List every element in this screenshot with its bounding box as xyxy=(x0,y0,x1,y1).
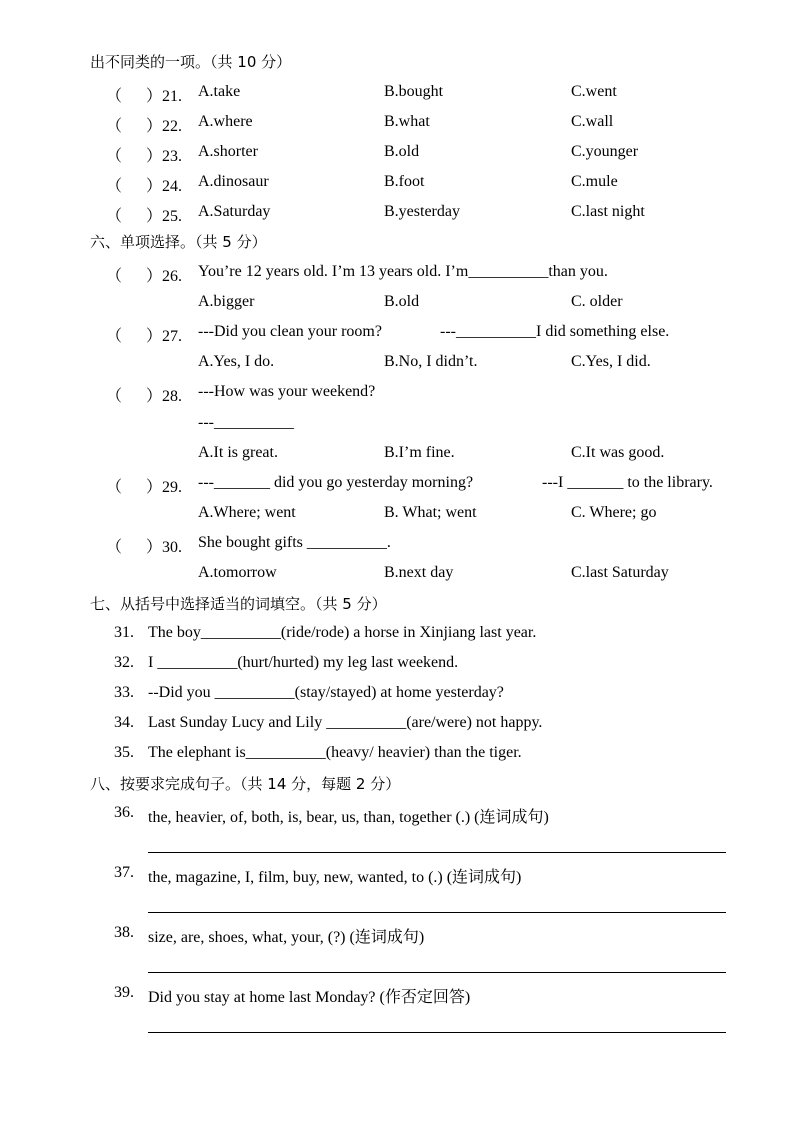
question-text: size, are, shoes, what, your, (?) (连词成句) xyxy=(148,929,425,946)
question-number: 34. xyxy=(114,714,134,731)
answer-paren[interactable]: （ xyxy=(106,148,123,165)
question-text: You’re 12 years old. I’m 13 years old. I’m__________than you. xyxy=(198,263,608,280)
question-text: ---How was your weekend? xyxy=(198,383,376,400)
question-text: --Did you __________(stay/stayed) at home yesterday? xyxy=(148,684,504,701)
option-c: C.went xyxy=(571,83,617,100)
option-b: B.yesterday xyxy=(384,203,460,220)
option-a: A.bigger xyxy=(198,293,255,310)
option-b: B.what xyxy=(384,113,430,130)
question-text: The elephant is__________(heavy/ heavier) than the tiger. xyxy=(148,744,522,761)
question-number: ）28. xyxy=(146,388,183,405)
section-title: 六、单项选择。（共 5 分） xyxy=(90,233,267,251)
answer-line[interactable] xyxy=(148,1032,726,1033)
option-b: B.next day xyxy=(384,564,454,581)
answer-paren[interactable]: （ xyxy=(106,388,123,405)
question-number: 38. xyxy=(114,924,134,941)
question-number: ）26. xyxy=(146,268,183,285)
option-c: C.last Saturday xyxy=(571,564,669,581)
option-c: C.last night xyxy=(571,203,645,220)
option-b: B.bought xyxy=(384,83,444,100)
question-text: ---_______ did you go yesterday morning? xyxy=(198,474,474,491)
answer-paren[interactable]: （ xyxy=(106,539,123,556)
option-a: A.shorter xyxy=(198,143,258,160)
answer-blank[interactable]: ---__________ xyxy=(198,414,294,431)
question-text: ---__________I did something else. xyxy=(440,323,670,340)
option-b: B.foot xyxy=(384,173,425,190)
section-title: 七、从括号中选择适当的词填空。（共 5 分） xyxy=(90,595,387,613)
option-b: B.No, I didn’t. xyxy=(384,353,478,370)
question-number: ）25. xyxy=(146,208,183,225)
question-text: ---I _______ to the library. xyxy=(542,474,713,491)
option-b: B.old xyxy=(384,293,420,310)
question-number: ）23. xyxy=(146,148,183,165)
section-title: 出不同类的一项。（共 10 分） xyxy=(90,53,292,71)
question-text: I __________(hurt/hurted) my leg last weekend. xyxy=(148,654,459,671)
question-number: ）30. xyxy=(146,539,183,556)
question-number: ）24. xyxy=(146,178,183,195)
question-number: 37. xyxy=(114,864,134,881)
question-number: 36. xyxy=(114,804,134,821)
question-number: ）22. xyxy=(146,118,183,135)
question-text: Last Sunday Lucy and Lily __________(are/were) not happy. xyxy=(148,714,543,731)
question-text: the, magazine, I, film, buy, new, wanted, to (.) (连词成句) xyxy=(148,869,522,886)
answer-paren[interactable]: （ xyxy=(106,178,123,195)
answer-line[interactable] xyxy=(148,972,726,973)
option-b: B. What; went xyxy=(384,504,477,521)
option-a: A.tomorrow xyxy=(198,564,277,581)
option-a: A.Saturday xyxy=(198,203,271,220)
answer-paren[interactable]: （ xyxy=(106,479,123,496)
option-c: C. Where; go xyxy=(571,504,657,521)
option-c: C.mule xyxy=(571,173,618,190)
question-text: The boy__________(ride/rode) a horse in Xinjiang last year. xyxy=(148,624,537,641)
option-b: B.old xyxy=(384,143,420,160)
option-a: A.where xyxy=(198,113,253,130)
answer-paren[interactable]: （ xyxy=(106,88,123,105)
question-number: ）29. xyxy=(146,479,183,496)
question-number: 31. xyxy=(114,624,134,641)
option-b: B.I’m fine. xyxy=(384,444,455,461)
option-a: A.Yes, I do. xyxy=(198,353,275,370)
question-number: ）21. xyxy=(146,88,183,105)
option-c: C.younger xyxy=(571,143,639,160)
option-c: C.It was good. xyxy=(571,444,665,461)
option-a: A.take xyxy=(198,83,241,100)
option-c: C.wall xyxy=(571,113,614,130)
question-number: 35. xyxy=(114,744,134,761)
answer-paren[interactable]: （ xyxy=(106,208,123,225)
option-c: C. older xyxy=(571,293,623,310)
option-a: A.dinosaur xyxy=(198,173,269,190)
option-c: C.Yes, I did. xyxy=(571,353,651,370)
question-text: She bought gifts __________. xyxy=(198,534,391,551)
question-number: ）27. xyxy=(146,328,183,345)
section-title: 八、按要求完成句子。（共 14 分，每题 2 分） xyxy=(90,775,401,793)
option-a: A.It is great. xyxy=(198,444,278,461)
answer-paren[interactable]: （ xyxy=(106,328,123,345)
question-text: ---Did you clean your room? xyxy=(198,323,382,340)
answer-line[interactable] xyxy=(148,912,726,913)
question-number: 39. xyxy=(114,984,134,1001)
answer-paren[interactable]: （ xyxy=(106,268,123,285)
question-text: Did you stay at home last Monday? (作否定回答) xyxy=(148,989,471,1006)
question-text: the, heavier, of, both, is, bear, us, than, together (.) (连词成句) xyxy=(148,809,549,826)
question-number: 32. xyxy=(114,654,134,671)
option-a: A.Where; went xyxy=(198,504,296,521)
answer-line[interactable] xyxy=(148,852,726,853)
answer-paren[interactable]: （ xyxy=(106,118,123,135)
question-number: 33. xyxy=(114,684,134,701)
